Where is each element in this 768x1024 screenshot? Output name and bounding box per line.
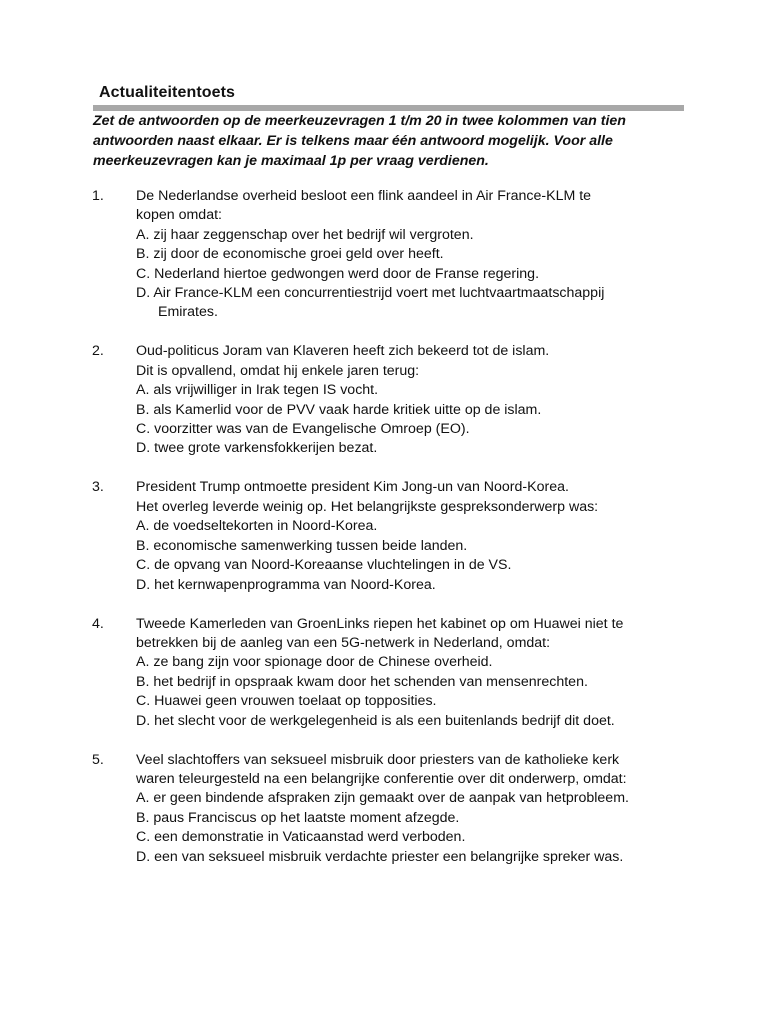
question-text xyxy=(136,478,681,517)
question-text-line: betrekken bij de aanleg van een 5G-netwerk in Nederland, omdat: xyxy=(136,634,551,651)
question-text-line: kopen omdat: xyxy=(136,207,222,224)
question-text xyxy=(136,615,681,654)
answer-option-text: A. de voedseltekorten in Noord-Korea. xyxy=(136,518,378,535)
question-text-line: De Nederlandse overheid besloot een flink aandeel in Air France-KLM te xyxy=(136,188,592,204)
answer-option xyxy=(136,226,681,245)
answer-option xyxy=(136,381,681,400)
question-number: 2. xyxy=(92,343,104,360)
question-number: 1. xyxy=(92,188,104,204)
answer-option-text: D. het slecht voor de werkgelegenheid is als een buitenlands bedrijf dit doet. xyxy=(136,712,615,729)
answer-option-text: C. Nederland hiertoe gedwongen werd door de Franse regering. xyxy=(136,265,540,282)
answer-option xyxy=(136,556,681,575)
answer-option-text: D. twee grote varkensfokkerijen bezat. xyxy=(136,440,378,457)
question-number: 5. xyxy=(92,751,104,768)
answer-option xyxy=(136,809,681,828)
question-text-line: Veel slachtoffers van seksueel misbruik door priesters van de katholieke kerk xyxy=(136,751,620,768)
answer-option-text: B. paus Franciscus op het laatste moment afzegde. xyxy=(136,809,460,826)
question-text-line: waren teleurgesteld na een belangrijke conferentie over dit onderwerp, omdat: xyxy=(136,770,627,787)
answer-option xyxy=(136,420,681,439)
answer-option xyxy=(136,245,681,264)
answer-option xyxy=(136,576,681,595)
instructions-line: antwoorden naast elkaar. Er is telkens maar één antwoord mogelijk. Voor alle xyxy=(93,133,613,149)
answer-option xyxy=(136,284,681,323)
question-number: 3. xyxy=(92,479,104,496)
question-body xyxy=(136,615,681,731)
question-text xyxy=(136,342,681,381)
question-body xyxy=(136,342,681,458)
answer-option xyxy=(136,673,681,692)
question-body xyxy=(136,478,681,594)
instructions-line: Zet de antwoorden op de meerkeuzevragen 1 t/m 20 in twee kolommen van tien xyxy=(93,113,626,129)
question-number: 4. xyxy=(92,615,104,632)
question-2 xyxy=(0,342,768,458)
answer-option-text: A. ze bang zijn voor spionage door de Chinese overheid. xyxy=(136,654,493,671)
question-text-line: Dit is opvallend, omdat hij enkele jaren terug: xyxy=(136,362,420,379)
question-text xyxy=(136,187,681,226)
answer-option xyxy=(136,692,681,711)
answer-option-text: A. als vrijwilliger in Irak tegen IS vocht. xyxy=(136,382,379,399)
answer-option-text: B. economische samenwerking tussen beide landen. xyxy=(136,537,468,554)
question-body xyxy=(136,751,681,867)
question-1 xyxy=(0,187,768,323)
answer-option-text: A. zij haar zeggenschap over het bedrijf wil vergroten. xyxy=(136,226,474,243)
answer-option xyxy=(136,712,681,731)
question-text-line: President Trump ontmoette president Kim Jong-un van Noord-Korea. xyxy=(136,479,569,496)
answer-option-text: D. het kernwapenprogramma van Noord-Korea. xyxy=(136,576,436,593)
question-text xyxy=(136,751,681,790)
answer-option-continuation: probleem. xyxy=(565,790,629,807)
instructions-line: meerkeuzevragen kan je maximaal 1p per vraag verdienen. xyxy=(93,153,489,169)
question-text-line: Het overleg leverde weinig op. Het belangrijkste gespreksonderwerp was: xyxy=(136,498,599,515)
question-text-line: Tweede Kamerleden van GroenLinks riepen het kabinet op om Huawei niet te xyxy=(136,615,624,632)
answer-option-text: C. Huawei geen vrouwen toelaat op topposities. xyxy=(136,693,437,710)
question-5 xyxy=(0,751,768,867)
answer-option-text: C. de opvang van Noord-Koreaanse vluchtelingen in de VS. xyxy=(136,557,512,574)
answer-option-text: D. een van seksueel misbruik verdachte priester een belangrijke spreker was. xyxy=(136,848,624,865)
question-list xyxy=(0,187,768,887)
answer-option xyxy=(136,401,681,420)
question-body xyxy=(136,187,681,323)
answer-option xyxy=(136,848,681,867)
answer-option xyxy=(136,653,681,672)
question-4 xyxy=(0,615,768,731)
answer-option-text: C. voorzitter was van de Evangelische Omroep (EO). xyxy=(136,421,470,438)
answer-option xyxy=(136,439,681,458)
answer-option-text: B. het bedrijf in opspraak kwam door het schenden van mensenrechten. xyxy=(136,673,588,690)
answer-option-text: A. er geen bindende afspraken zijn gemaakt over de aanpak van het xyxy=(136,790,566,807)
answer-option-text: C. een demonstratie in Vaticaanstad werd verboden. xyxy=(136,829,466,846)
instructions-paragraph xyxy=(93,111,693,171)
answer-option xyxy=(136,517,681,536)
answer-option xyxy=(136,789,681,808)
answer-option xyxy=(136,537,681,556)
question-3 xyxy=(0,478,768,594)
answer-option xyxy=(136,828,681,847)
answer-option-text: B. zij door de economische groei geld over heeft. xyxy=(136,246,444,263)
answer-option xyxy=(136,265,681,284)
page-title: Actualiteitentoets xyxy=(99,84,236,101)
question-text-line: Oud-politicus Joram van Klaveren heeft zich bekeerd tot de islam. xyxy=(136,343,550,360)
answer-option-text: D. Air France-KLM een concurrentiestrijd voert met luchtvaartmaatschappij xyxy=(136,285,605,302)
answer-option-continuation: Emirates. xyxy=(158,304,218,321)
answer-option-text: B. als Kamerlid voor de PVV vaak harde kritiek uitte op de islam. xyxy=(136,401,542,418)
